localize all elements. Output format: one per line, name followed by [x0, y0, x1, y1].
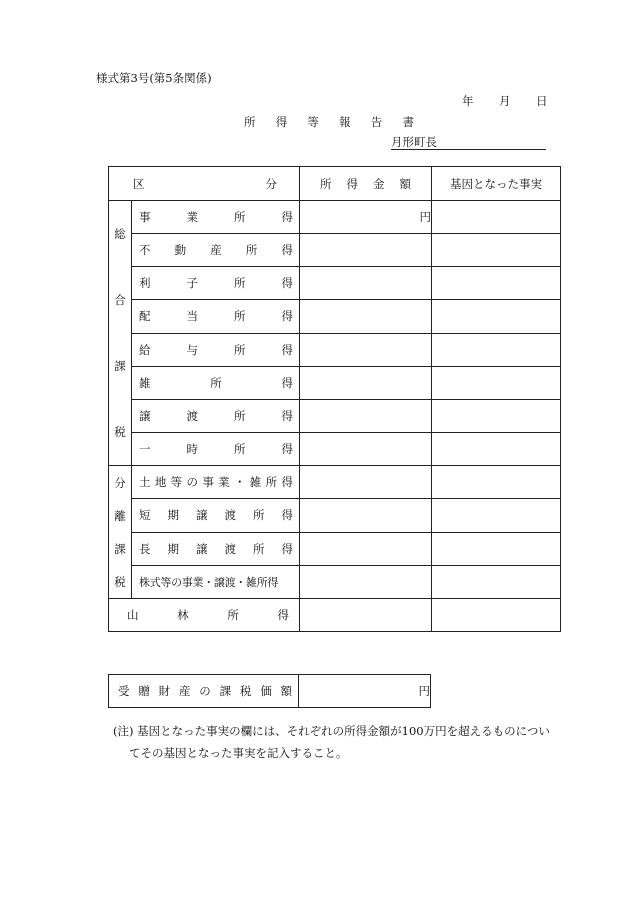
title-char: 書 [402, 115, 414, 129]
label-char: 得 [281, 309, 293, 324]
income-report-table [108, 166, 561, 632]
basis-cell[interactable] [432, 333, 561, 366]
row-label-chouki [132, 532, 300, 565]
label-char: 所 [265, 475, 278, 490]
category-char: 課 [114, 541, 126, 556]
label-char: 事 [202, 475, 214, 490]
row-label-zatsu [132, 366, 300, 399]
amount-cell[interactable] [300, 466, 432, 499]
label-char: 長 [139, 541, 151, 556]
gift-row [109, 675, 431, 708]
label-char: 配 [139, 309, 151, 324]
basis-cell[interactable] [432, 599, 561, 632]
label-char: ・ [233, 475, 246, 490]
label-char: 産 [178, 684, 191, 698]
header-amount-char: 所 [320, 176, 332, 191]
basis-cell[interactable] [432, 300, 561, 333]
label-char: 当 [186, 309, 198, 324]
label-char: 所 [253, 541, 265, 556]
label-char: 期 [167, 541, 179, 556]
title-char: 所 [244, 115, 256, 129]
basis-cell[interactable] [432, 499, 561, 532]
label-char: 額 [280, 684, 292, 698]
date-day-label: 日 [536, 94, 548, 108]
label-char: 渡 [186, 408, 198, 423]
label-char: 課 [219, 684, 232, 698]
label-char: 短 [139, 508, 151, 523]
label-char: 得 [281, 342, 293, 357]
row-label-kabushiki [132, 565, 300, 598]
label-char: 財 [158, 684, 171, 698]
label-char: 林 [177, 608, 189, 622]
label-char: 得 [281, 541, 293, 556]
title-char: 等 [307, 115, 319, 129]
document-title [244, 114, 414, 130]
amount-cell[interactable] [300, 565, 432, 598]
category-char: 税 [114, 425, 126, 439]
label-char: 得 [281, 276, 293, 291]
table-row [109, 201, 561, 234]
label-char: 譲 [196, 508, 208, 523]
amount-cell[interactable]: 円 [300, 201, 432, 234]
label-char: 所 [210, 375, 222, 390]
label-char: 得 [281, 243, 293, 258]
table-row [109, 499, 561, 532]
header-amount [300, 167, 432, 201]
gift-amount-cell[interactable]: 円 [299, 675, 431, 708]
category-char: 離 [114, 508, 126, 523]
label-char: 雑 [249, 475, 262, 490]
basis-cell[interactable] [432, 532, 561, 565]
header-basis: 基因となった事実 [432, 167, 561, 201]
basis-cell[interactable] [432, 201, 561, 234]
label-char: 税 [239, 684, 252, 698]
label-char: 雑 [139, 375, 151, 390]
category-char: 分 [114, 475, 126, 490]
label-char: 譲 [196, 541, 208, 556]
label-char: 等 [170, 475, 183, 490]
label-char: 所 [234, 441, 246, 456]
gift-label [109, 675, 299, 708]
label-char: 地 [154, 475, 167, 490]
basis-cell[interactable] [432, 466, 561, 499]
category-char: 総 [114, 227, 126, 241]
row-label-tanki [132, 499, 300, 532]
header-kubun-left: 区 [133, 176, 145, 191]
table-row [109, 599, 561, 632]
basis-cell[interactable] [432, 267, 561, 300]
label-char: 得 [277, 608, 289, 622]
label-char: の [186, 475, 198, 490]
label-char: 動 [174, 243, 187, 258]
label-char: 一 [139, 441, 151, 456]
date-year-label: 年 [462, 94, 474, 108]
label-char: 業 [186, 210, 198, 225]
label-char: 期 [167, 508, 179, 523]
label-char: 不 [139, 243, 151, 258]
amount-cell[interactable] [300, 300, 432, 333]
label-char: 産 [210, 243, 222, 258]
table-row [109, 565, 561, 598]
amount-cell[interactable] [300, 234, 432, 267]
header-kubun-right: 分 [265, 176, 277, 191]
row-label-fudousan [132, 234, 300, 267]
row-label-jigyou [132, 201, 300, 234]
header-amount-char: 金 [373, 176, 385, 191]
table-row [109, 300, 561, 333]
label-char: 所 [234, 276, 246, 291]
title-char: 得 [275, 115, 288, 129]
amount-cell[interactable] [300, 267, 432, 300]
table-row [109, 267, 561, 300]
form-number: 様式第3号(第5条関係) [96, 71, 212, 85]
table-header-row [109, 167, 561, 201]
label-char: 株式等の事業・譲渡・雑所得 [139, 575, 279, 589]
date-month-label: 月 [499, 94, 511, 108]
label-char: 山 [127, 608, 139, 622]
label-char: 渡 [224, 508, 236, 523]
label-char: 所 [227, 608, 239, 622]
table-row [109, 399, 561, 432]
amount-cell[interactable] [300, 333, 432, 366]
category-char: 合 [114, 293, 126, 307]
amount-cell[interactable] [300, 366, 432, 399]
row-label-kyuuyo [132, 333, 300, 366]
header-kubun [109, 167, 300, 201]
label-char: 所 [234, 210, 246, 225]
table-row [109, 366, 561, 399]
label-char: 利 [139, 276, 151, 291]
note-line-2: てその基因となった事実を記入すること。 [129, 746, 348, 760]
row-label-jouto [132, 399, 300, 432]
label-char: の [199, 684, 211, 698]
label-char: 所 [234, 309, 246, 324]
header-amount-char: 得 [346, 176, 358, 191]
table-row [109, 234, 561, 267]
label-char: 所 [253, 508, 265, 523]
label-char: 給 [139, 342, 151, 357]
addressee-line [391, 134, 546, 150]
basis-cell[interactable] [432, 399, 561, 432]
row-label-haitou [132, 300, 300, 333]
label-char: 譲 [139, 408, 151, 423]
label-char: 業 [218, 475, 230, 490]
label-char: 渡 [224, 541, 236, 556]
category-sougou-kazei [109, 201, 132, 466]
table-row [109, 432, 561, 465]
label-char: 得 [281, 475, 293, 490]
label-char: 価 [260, 684, 272, 698]
row-label-tochi [132, 466, 300, 499]
row-label-ichiji [132, 432, 300, 465]
addressee: 月形町長 [391, 135, 437, 149]
label-char: 与 [186, 342, 198, 357]
category-char: 税 [114, 574, 126, 589]
label-char: 得 [281, 408, 293, 423]
label-char: 所 [234, 342, 246, 357]
amount-cell[interactable] [300, 432, 432, 465]
label-char: 土 [139, 475, 151, 490]
amount-cell[interactable] [300, 599, 432, 632]
category-char: 課 [114, 359, 126, 373]
label-char: 受 [118, 684, 130, 698]
label-char: 得 [281, 441, 293, 456]
note-line-1: (注) 基因となった事実の欄には、それぞれの所得金額が100万円を超えるものについ [113, 724, 550, 738]
amount-cell[interactable] [300, 399, 432, 432]
basis-cell[interactable] [432, 234, 561, 267]
table-row [109, 532, 561, 565]
title-char: 報 [339, 115, 351, 129]
category-bunri-kazei [109, 466, 132, 599]
table-row [109, 466, 561, 499]
basis-cell[interactable] [432, 432, 561, 465]
label-char: 得 [281, 508, 293, 523]
title-char: 告 [370, 115, 383, 129]
label-char: 所 [245, 243, 258, 258]
label-char: 事 [139, 210, 151, 225]
header-amount-char: 額 [399, 176, 411, 191]
label-char: 得 [281, 375, 293, 390]
row-label-sanrin [109, 599, 300, 632]
label-char: 子 [186, 276, 198, 291]
basis-cell[interactable] [432, 565, 561, 598]
amount-cell[interactable] [300, 499, 432, 532]
label-char: 時 [186, 441, 198, 456]
label-char: 贈 [138, 684, 150, 698]
amount-cell[interactable] [300, 532, 432, 565]
basis-cell[interactable] [432, 366, 561, 399]
label-char: 得 [281, 210, 293, 225]
label-char: 所 [234, 408, 246, 423]
gift-property-table [108, 674, 431, 708]
row-label-rishi [132, 267, 300, 300]
table-row [109, 333, 561, 366]
